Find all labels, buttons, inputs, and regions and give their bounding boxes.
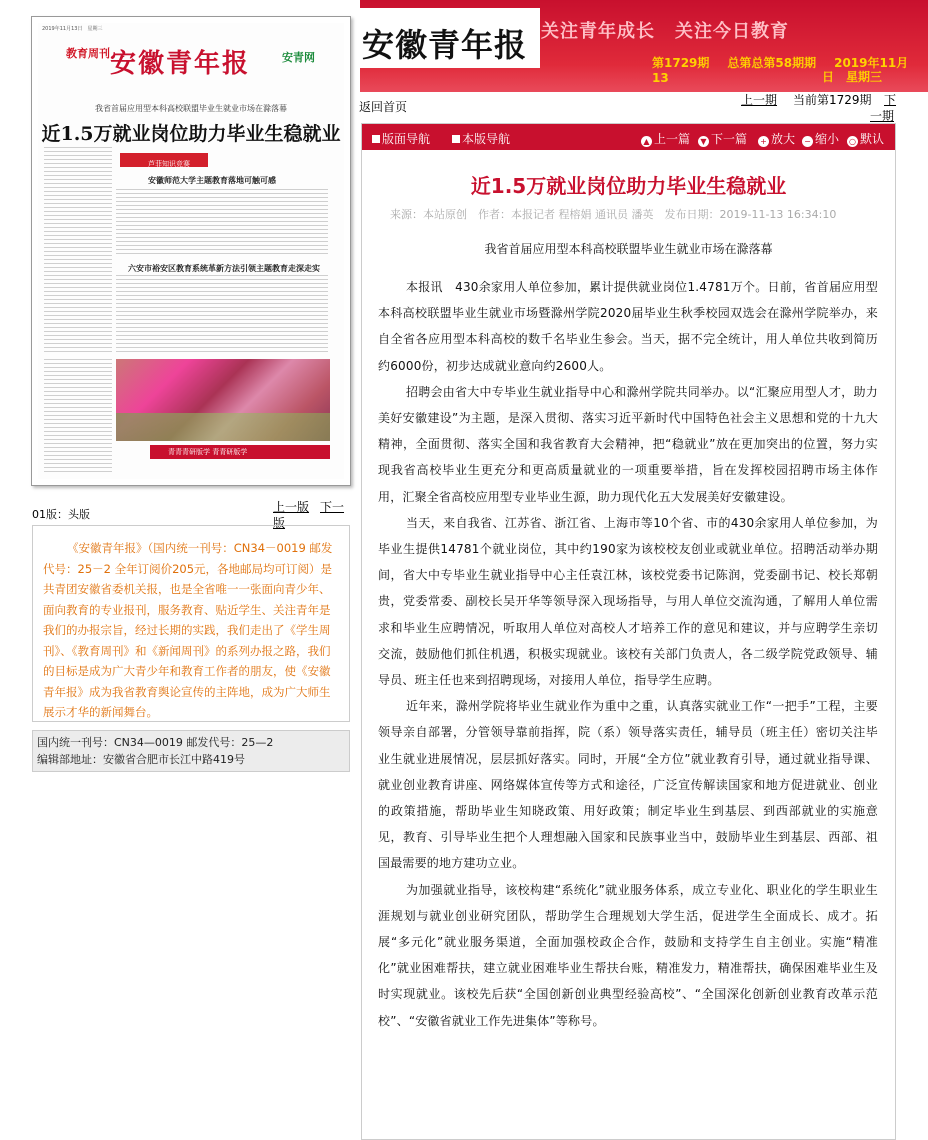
next-issue-link[interactable]: 下 [884,93,897,107]
reset-icon: ○ [847,136,858,147]
header-slogan [541,17,809,43]
arrow-up-icon: ▲ [641,136,652,147]
back-home-link[interactable]: 返回首页 [359,100,408,114]
zoom-out-button[interactable] [802,130,839,147]
layout-nav-label: 版面导航 [382,132,431,146]
info-line-1: 国内统一刊号：CN34—0019 邮发代号：25—2 [37,736,274,749]
this-page-nav-label: 本版导航 [462,132,511,146]
thumb-subhead: 我省首届应用型本科高校联盟毕业生就业市场在滁落幕 [95,104,287,113]
slogan-2: 关注今日教育 [675,21,789,42]
issue-date: 2019年11月13 [652,56,909,85]
default-size-button[interactable] [847,130,884,147]
layout-nav-tab[interactable] [372,130,430,147]
page-label: 01版：头版 [32,508,90,521]
site-logo[interactable]: 安徽青年报 [362,26,528,64]
plus-icon: + [758,136,769,147]
paper-intro [32,525,350,722]
square-icon [372,135,380,143]
prev-page-link[interactable]: 上一版 [273,500,310,514]
thumb-column-3 [116,275,328,355]
thumb-second-headline: 安徽师范大学主题教育落地可触可感 [148,176,276,185]
info-line-2: 编辑部地址：安徽省合肥市长江中路419号 [37,753,245,766]
next-page-link[interactable]: 下一 [320,500,345,514]
article-subtitle: 我省首届应用型本科高校联盟毕业生就业市场在滁落幕 [484,242,773,256]
default-size-label: 默认 [860,132,885,146]
issue-info [652,54,928,85]
thumb-bottom-bar-text: 青青青研版学 青青研版学 [168,448,248,456]
next-page-link-wrap[interactable]: 版 [273,516,286,530]
next-article-label: 下一篇 [711,132,748,146]
article-paragraph: 当天，来自我省、江苏省、浙江省、上海市等10个省、市的430余家用人单位参加，为毕业生提供14781个就业岗位，其中约190家为该校校友创业或就业单位。招聘活动举办期间，省大中专毕业生就业指导中心主任袁江林，该校党委书记陈润，党委副书记、校长郑朝贵，党委常委、副校长吴开华等领导深入现场指导，与用人单位交流沟通，了解用人单位需求和毕业生应聘情况，听取用人单位对高校人才培养工作的意见和建议，并与应聘学生亲切交流，鼓励他们抓住机遇，积极实现就业。该校有关部门负责人，各二级学院党政领导、辅导员、班主任也来到招聘现场，对接用人单位，指导学生应聘。 [378,515,878,688]
thumb-third-headline: 六安市裕安区教育系统革新方法引领主题教育走深走实 [128,264,320,273]
zoom-out-label: 缩小 [815,132,840,146]
article-body [378,274,878,1034]
article-paragraph: 招聘会由省大中专毕业生就业指导中心和滁州学院共同举办。以“汇聚应用型人才，助力美好安徽建设”为主题，是深入贯彻、落实习近平新时代中国特色社会主义思想和党的十九大精神，全面贯彻、落实全国和我省教育大会精神，把“稳就业”放在更加突出的位置，努力实现我省高校毕业生更充分和更高质量就业的一项重要举措，旨在发挥校园招聘市场主体作用，汇聚全省高校应用型专业毕业生源，助力现代化五大发展美好安徽建设。 [378,384,878,504]
next-issue-link-wrap[interactable]: 一期 [870,109,895,123]
thumb-column-1 [44,147,112,353]
zoom-in-label: 放大 [771,132,796,146]
thumb-edu-label: 教育周刊 [66,47,110,60]
issue-weekday: 日 星期三 [822,70,883,84]
thumb-column-4 [44,359,112,473]
total-issue: 总第总第58期期 [727,56,817,70]
article-paragraph: 本报讯 430余家用人单位参加，累计提供就业岗位1.4781万个。日前，省首届应用型本科高校联盟毕业生就业市场暨滁州学院2020届毕业生秋季校园双选会在滁州学院举办，来自全省各应用型本科高校的数千名毕业生参会。当天，据不完全统计，用人单位共收到简历约6000份，初步达成就业意向约2600人。 [378,280,878,373]
paper-intro-text: 《安徽青年报》（国内统一刊号：CN34－0019 邮发代号：25－2 全年订阅价205元，各地邮局均可订阅）是共青团安徽省委机关报，也是全省唯一一张面向青少年、面向教育的专业报刊，服务教育、贴近学生、关注青年是我们的办报宗旨，经过长期的实践，我们走出了《学生周刊》、《教育周刊》和《新闻周刊》的系列办报之路，我们的目标是成为广大青少年和教育工作者的朋友，使《安徽青年报》成为我省教育舆论宣传的主阵地，成为广大师生展示才华的新闻舞台。 [43,541,333,719]
thumb-column-2 [116,189,328,255]
next-article-button[interactable] [698,130,747,147]
thumb-masthead [38,41,344,85]
arrow-down-icon: ▼ [698,136,709,147]
thumb-photo [116,359,330,441]
thumb-red-box-text: 芦菲知识竞赛 [148,160,190,168]
prev-issue-link[interactable]: 上一期 [741,93,778,107]
thumb-site-label: 安青网 [282,51,315,64]
this-page-nav-tab[interactable] [452,130,510,147]
article-toolbar [362,124,895,150]
thumb-headline: 近1.5万就业岗位助力毕业生稳就业 [41,123,341,145]
article-panel [361,123,896,1140]
newspaper-page-image[interactable] [38,23,344,479]
article-paragraph: 近年来，滁州学院将毕业生就业作为重中之重，认真落实就业工作“一把手”工程，主要领导亲自部署，分管领导靠前指挥，院（系）领导落实责任，辅导员（班主任）密切关注毕业生就业进展情况，层层抓好落实。同时，开展“全方位”就业教育引导，通过就业指导课、就业创业教育讲座、网络媒体宣传等方式和途径，广泛宣传解读国家和地方促进就业、创业的政策措施，帮助毕业生知晓政策、用好政策；制定毕业生到基层、到西部就业的实施意见，教育、引导毕业生把个人理想融入国家和民族事业当中，鼓励毕业生到基层、西部、祖国最需要的地方建功立业。 [378,699,878,871]
page-thumbnail[interactable] [31,16,351,486]
article-title: 近1.5万就业岗位助力毕业生稳就业 [470,174,787,198]
article-meta: 来源：本站原创 作者：本报记者 程榕娟 通讯员 潘英 发布日期：2019-11-13 16:34:10 [390,208,837,221]
slogan-1: 关注青年成长 [541,21,655,42]
thumb-masthead-title: 安徽青年报 [110,49,251,79]
zoom-in-button[interactable] [758,130,795,147]
article-paragraph: 为加强就业指导，该校构建“系统化”就业服务体系，成立专业化、职业化的学生职业生涯规划与就业创业研究团队，帮助学生合理规划大学生活，促进学生全面成长、成才。拓展“多元化”就业服务渠道，全面加强校政企合作，鼓励和支持学生自主创业。实施“精准化”就业困难帮扶，建立就业困难毕业生帮扶台账，精准发力，精准帮扶，确保困难毕业生及时实现就业。该校先后获“全国创新创业典型经验高校”、“全国深化创新创业教育改革示范校”、“安徽省就业工作先进集体”等称号。 [378,882,878,1028]
issue-number: 第1729期 [652,56,710,70]
minus-icon: − [802,136,813,147]
thumb-top-line: 2019年11月13日 星期三 [42,26,103,32]
current-issue: 当前第1729期 [793,93,872,107]
paper-info [32,730,350,772]
square-icon [452,135,460,143]
prev-article-label: 上一篇 [654,132,691,146]
prev-article-button[interactable] [641,130,690,147]
